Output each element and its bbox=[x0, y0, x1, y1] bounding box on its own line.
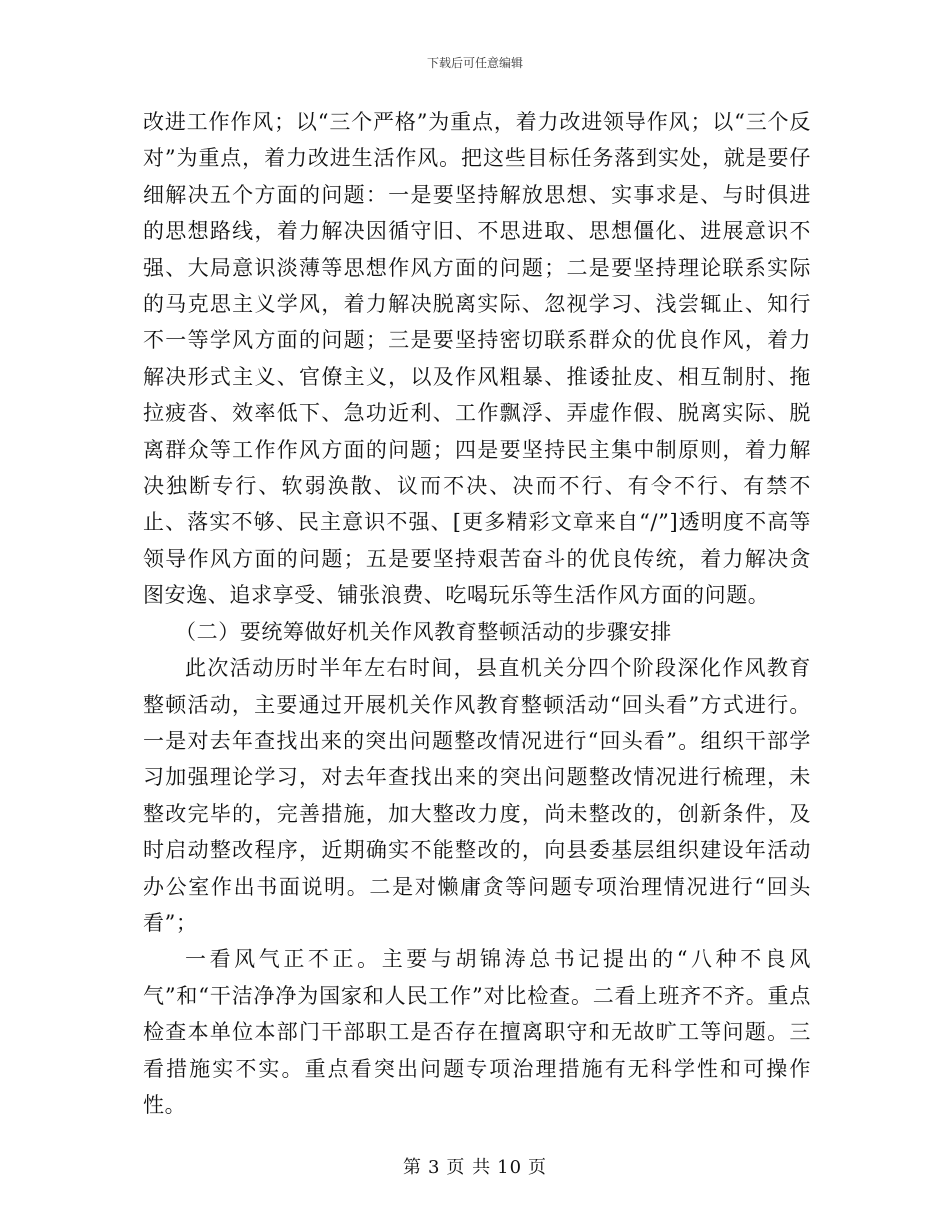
footer-label-page: 第 bbox=[402, 1157, 422, 1178]
paragraph-work-style-problems: 改进工作作风；以“三个严格”为重点，着力改进领导作风；以“三个反对”为重点，着力改进生活作风。把这些目标任务落到实处，就是要仔细解决五个方面的问题：一是要坚持解放思想、实事求是、与时俱进的思想路线，着力解决因循守旧、不思进取、思想僵化、进展意识不强、大局意识淡薄等思想作风方面的问题；二是要坚持理论联系实际的马克思主义学风，着力解决脱离实际、忽视学习、浅尝辄止、知行不一等学风方面的问题；三是要坚持密切联系群众的优良作风，着力解决形式主义、官僚主义，以及作风粗暴、推诿扯皮、相互制肘、拖拉疲沓、效率低下、急功近利、工作飘浮、弄虚作假、脱离实际、脱离群众等工作作风方面的问题；四是要坚持民主集中制原则，着力解决独断专行、软弱涣散、议而不决、决而不行、有令不行、有禁不止、落实不够、民主意识不强、[更多精彩文章来自“/”]透明度不高等领导作风方面的问题；五是要坚持艰苦奋斗的优良传统，着力解决贪图安逸、追求享受、铺张浪费、吃喝玩乐等生活作风方面的问题。 bbox=[143, 110, 811, 608]
paragraph-three-checks: 一看风气正不正。主要与胡锦涛总书记提出的“八种不良风气”和“干洁净净为国家和人民工作”对比检查。二看上班齐不齐。重点检查本单位本部门干部职工是否存在擅离职守和无故旷工等问题。三看措施实不实。重点看突出问题专项治理措施有无科学性和可操作性。 bbox=[143, 947, 811, 1117]
current-page-number: 3 bbox=[427, 1157, 441, 1178]
document-body bbox=[143, 104, 811, 1123]
total-pages-number: 10 bbox=[497, 1157, 523, 1178]
section-heading-steps: （二）要统筹做好机关作风教育整顿活动的步骤安排 bbox=[175, 619, 672, 644]
page-header: 下载后可任意编辑 bbox=[426, 56, 523, 70]
footer-label-pages: 页 bbox=[528, 1157, 548, 1178]
page-footer bbox=[0, 1153, 950, 1179]
paragraph-activity-steps: 此次活动历时半年左右时间，县直机关分四个阶段深化作风教育整顿活动，主要通过开展机关作风教育整顿活动“回头看”方式进行。一是对去年查找出来的突出问题整改情况进行“回头看”。组织干部学习加强理论学习，对去年查找出来的突出问题整改情况进行梳理，未整改完毕的，完善措施，加大整改力度，尚未整改的，创新条件，及时启动整改程序，近期确实不能整改的，向县委基层组织建设年活动办公室作出书面说明。二是对懒庸贪等问题专项治理情况进行“回头看”； bbox=[143, 656, 811, 935]
footer-label-of: 页 共 bbox=[446, 1157, 492, 1178]
